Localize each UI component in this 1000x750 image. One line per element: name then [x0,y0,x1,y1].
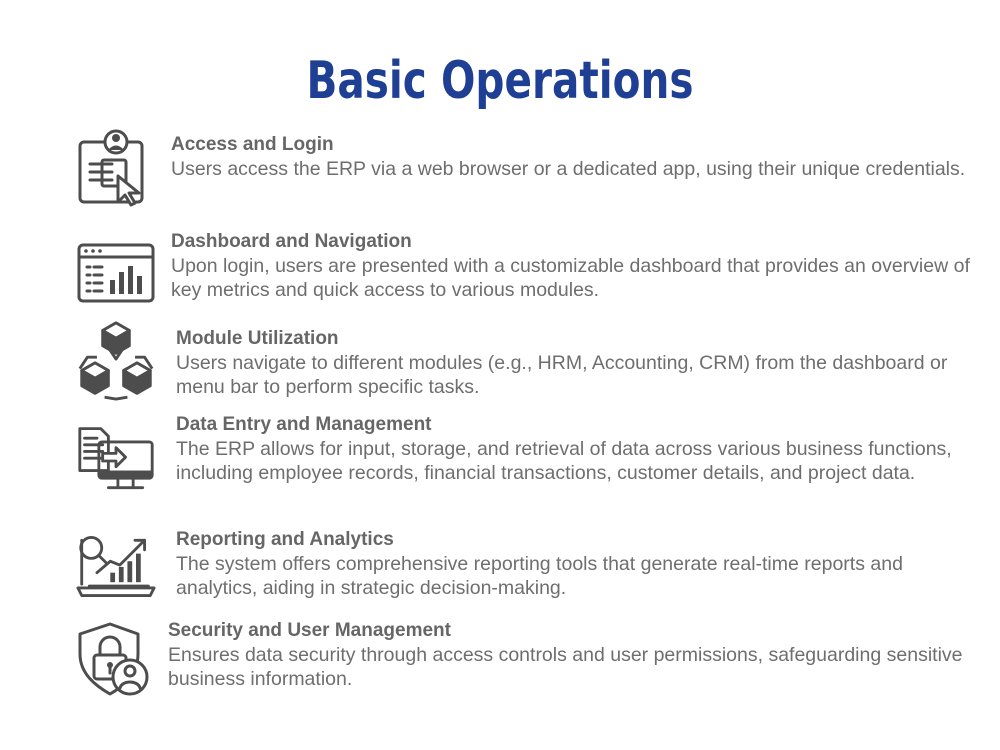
analytics-icon [76,526,156,606]
item-description: The system offers comprehensive reporting tools that generate real-time reports and analytics, aiding in strategic decision-making. [176,553,903,599]
dashboard-icon [76,234,156,314]
item-heading: Data Entry and Management [176,414,432,435]
security-user-icon [76,619,156,699]
item-dashboard-navigation [171,230,971,302]
modules-cubes-icon [76,321,156,401]
item-module-utilization [176,327,966,399]
item-reporting-analytics [176,528,966,600]
item-security-user-management [168,619,968,691]
item-description: The ERP allows for input, storage, and retrieval of data across various business functions, including employee records, financial transactions, customer details, and project data. [176,438,952,484]
item-description: Upon login, users are presented with a customizable dashboard that provides an overview of key metrics and quick access to various modules. [171,255,970,301]
data-entry-icon [76,421,156,501]
item-description: Users navigate to different modules (e.g., HRM, Accounting, CRM) from the dashboard or menu bar to perform specific tasks. [176,352,948,398]
item-heading: Security and User Management [168,620,451,641]
item-description: Ensures data security through access controls and user permissions, safeguarding sensitive business information. [168,644,963,690]
item-heading: Reporting and Analytics [176,529,394,550]
item-heading: Dashboard and Navigation [171,231,412,252]
item-description: Users access the ERP via a web browser or a dedicated app, using their unique credentials. [171,158,966,180]
page-title: Basic Operations [306,51,694,111]
item-heading: Access and Login [171,134,334,155]
item-access-login [171,133,971,181]
item-data-entry-management [176,413,966,485]
item-heading: Module Utilization [176,328,339,349]
user-login-icon [76,128,156,208]
